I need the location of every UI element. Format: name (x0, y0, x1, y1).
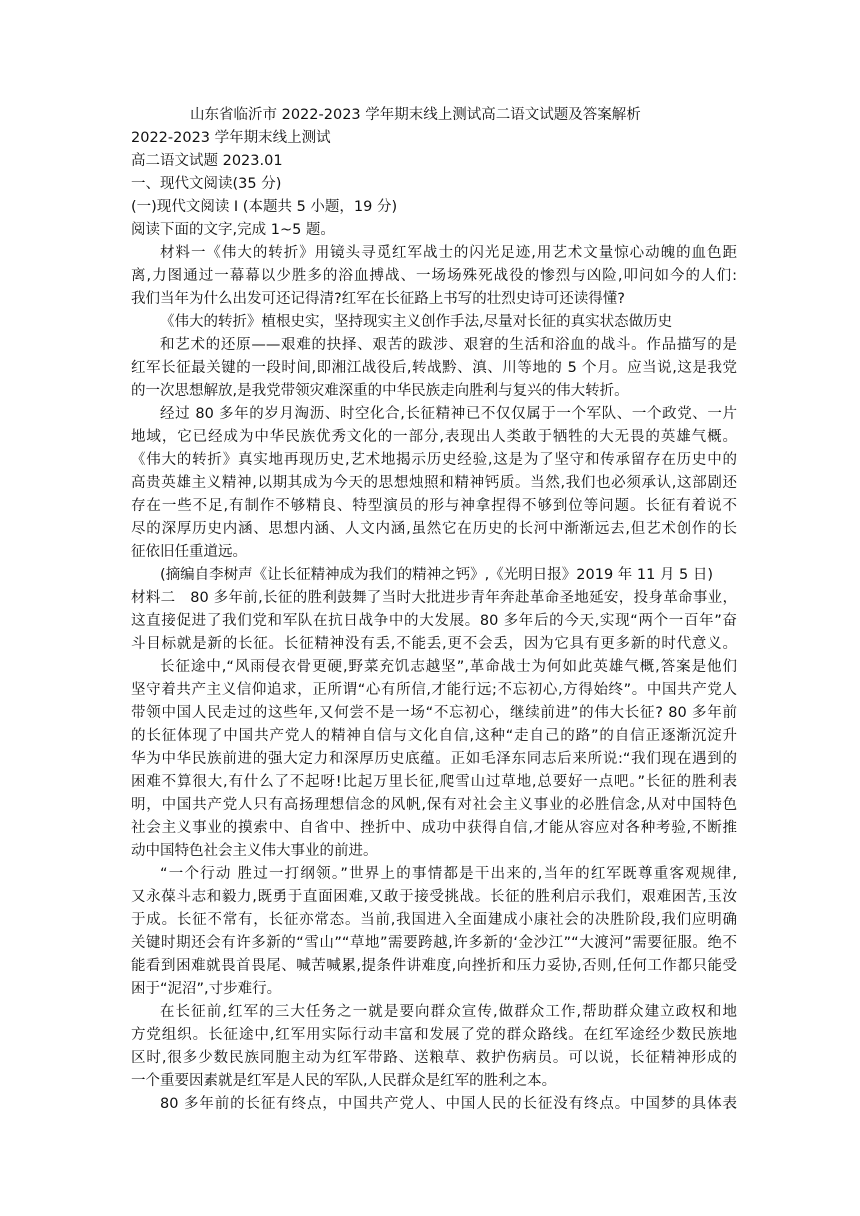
text-line: 材料二 80 多年前,长征的胜利鼓舞了当时大批进步青年奔赴革命圣地延安，投身革命事业， (131, 590, 737, 606)
text-line: 我们当年为什么出发可还记得清?红军在长征路上书写的壮烈史诗可还读得懂? (131, 291, 625, 307)
section-heading: 一、现代文阅读(35 分) (131, 176, 282, 192)
text-line: 的长征体现了中国共产党人的精神自信与文化自信,这种“走自己的路”的自信正逐渐沉淀升 (131, 728, 737, 744)
text-line: 能看到困难就畏首畏尾、喊苦喊累,提条件讲难度,向挫折和压力妥协,否则,任何工作都只能受 (131, 958, 737, 974)
text-line: 困于“泥沼”,寸步难行。 (131, 981, 282, 997)
text-line: 在长征前,红军的三大任务之一就是要向群众宣传,做群众工作,帮助群众建立政权和地 (160, 1004, 737, 1020)
text-line: 《伟大的转折》植根史实，坚持现实主义创作手法,尽量对长征的真实状态做历史 (160, 314, 673, 330)
document-title: 山东省临沂市 2022-2023 学年期末线上测试高二语文试题及答案解析 (190, 107, 641, 123)
text-line: 红军长征最关键的一段时间,即湘江战役后,转战黔、滇、川等地的 5 个月。应当说,这是我党 (131, 360, 737, 376)
text-line: 80 多年前的长征有终点，中国共产党人、中国人民的长征没有终点。中国梦的具体表 (160, 1096, 737, 1112)
text-line: 关键时期还会有许多新的“雪山”“草地”需要跨越,许多新的‘金沙江”“大渡河”需要征服。绝不 (131, 935, 737, 951)
text-line: 《伟大的转折》真实地再现历史,艺术地揭示历史经验,这是为了坚守和传承留存在历史中的 (131, 452, 737, 468)
text-line: 华为中华民族前进的强大定力和深厚历史底蕴。正如毛泽东同志后来所说:“我们现在遇到的 (131, 751, 737, 767)
text-line: 存在一些不足,有制作不够精良、特型演员的形与神拿捏得不够到位等问题。长征有着说不 (131, 498, 737, 514)
text-line: 斗目标就是新的长征。长征精神没有丢,不能丢,更不会丢，因为它具有更多新的时代意义。 (131, 636, 737, 652)
text-line: 明，中国共产党人只有高扬理想信念的风帆,保有对社会主义事业的必胜信念,从对中国特色 (131, 797, 737, 813)
instruction-text: 阅读下面的文字,完成 1~5 题。 (131, 222, 335, 238)
text-line: 和艺术的还原——艰难的抉择、艰苦的跋涉、艰窘的生活和浴血的战斗。作品描写的是 (160, 337, 737, 353)
text-line: 长征途中,“风雨侵衣骨更硬,野菜充饥志越坚”,革命战士为何如此英雄气概,答案是他们 (160, 659, 737, 675)
text-line: “一个行动 胜过一打纲领。”世界上的事情都是干出来的,当年的红军既尊重客观规律, (160, 866, 737, 882)
text-line: 这直接促进了我们党和军队在抗日战争中的大发展。80 多年后的今天,实现“两个一百年”奋 (131, 613, 737, 629)
citation-line: (摘编自李树声《让长征精神成为我们的精神之钙》,《光明日报》2019 年 11 月 5 日) (160, 567, 714, 583)
text-line: 方党组织。长征途中,红军用实际行动丰富和发展了党的群众路线。在红军途经少数民族地 (131, 1027, 737, 1043)
text-line: 困难不算很大,有什么了不起呀!比起万里长征,爬雪山过草地,总要好一点吧。”长征的胜利表 (131, 774, 737, 790)
text-line: 经过 80 多年的岁月淘沥、时空化合,长征精神已不仅仅属于一个军队、一个政党、一片 (160, 406, 737, 422)
text-line: 又永葆斗志和毅力,既勇于直面困难,又敢于接受挑战。长征的胜利启示我们，艰难困苦,玉汝 (131, 889, 737, 905)
text-line: 坚守着共产主义信仰追求，正所谓“心有所信,才能行远;不忘初心,方得始终”。中国共产党人 (131, 682, 737, 698)
text-line: 地域，它已经成为中华民族优秀文化的一部分,表现出人类敢于牺牲的大无畏的英雄气概。 (131, 429, 737, 445)
exam-name: 2022-2023 学年期末线上测试 (131, 130, 331, 146)
text-line: 社会主义事业的摸索中、自省中、挫折中、成功中获得自信,才能从容应对各种考验,不断推 (131, 820, 737, 836)
text-line: 材料一《伟大的转折》用镜头寻觅红军战士的闪光足迹,用艺术文量惊心动魄的血色距 (160, 245, 737, 261)
text-line: 区时,很多少数民族同胞主动为红军带路、送粮草、救护伤病员。可以说，长征精神形成的 (131, 1050, 737, 1066)
text-line: 于成。长征不常有，长征亦常态。当前,我国进入全面建成小康社会的决胜阶段,我们应明确 (131, 912, 737, 928)
text-line: 的一次思想解放,是我党带领灾难深重的中华民族走向胜利与复兴的伟大转折。 (131, 383, 629, 399)
text-line: 征依旧任重道远。 (131, 544, 247, 560)
text-line: 动中国特色社会主义伟大事业的前进。 (131, 843, 378, 859)
text-line: 带领中国人民走过的这些年,又何尝不是一场“不忘初心，继续前进”的伟大长征? 80 多年前 (131, 705, 737, 721)
text-line: 离,力图通过一幕幕以少胜多的浴血搏战、一场场殊死战役的惨烈与凶险,叩问如今的人们: (131, 268, 737, 284)
text-line: 高贵英雄主义精神,以期其成为今天的思想烛照和精神钙质。当然,我们也必须承认,这部剧还 (131, 475, 737, 491)
text-line: 尽的深厚历史内涵、思想内涵、人文内涵,虽然它在历史的长河中渐渐远去,但艺术创作的长 (131, 521, 737, 537)
text-line: 一个重要因素就是红军是人民的军队,人民群众是红军的胜利之本。 (131, 1073, 557, 1089)
subject-date: 高二语文试题 2023.01 (131, 153, 283, 169)
subsection-heading: (一)现代文阅读 I (本题共 5 小题，19 分) (131, 199, 398, 215)
document-body (131, 104, 737, 1116)
